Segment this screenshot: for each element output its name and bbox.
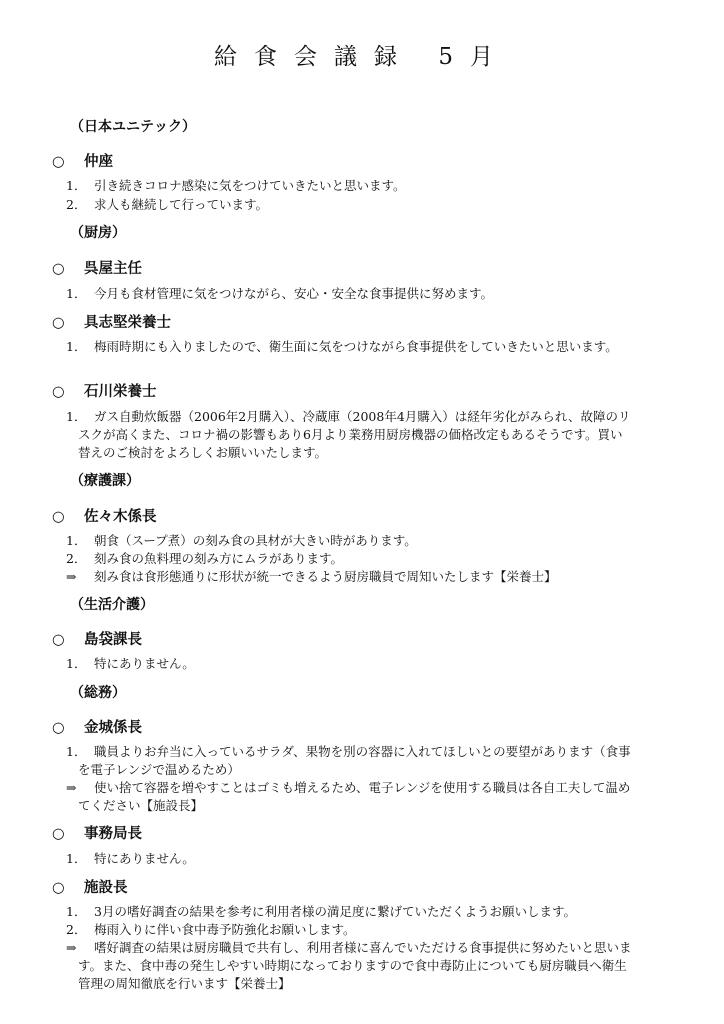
- list-item: 1． 今月も食材管理に気をつけながら、安心・安全な食事提供に努めます。: [66, 286, 494, 301]
- circle-icon: ○: [52, 315, 65, 331]
- circle-icon: ○: [52, 880, 65, 896]
- person-heading: ○ 金城係長: [52, 719, 142, 736]
- dept-heading: （日本ユニテック）: [70, 119, 196, 135]
- person-heading: ○ 仲座: [52, 153, 113, 170]
- circle-icon: ○: [52, 826, 65, 842]
- circle-icon: ○: [52, 154, 65, 170]
- list-item: ⇒ 嗜好調査の結果は厨房職員で共有し、利用者様に喜んでいただける食事提供に努めたいと思いま す。また、食中毒の発生しやすい時期になっておりますので食中毒防止についても厨房職員へ衛生 管理の周知徹底を行います【栄養士】: [66, 940, 632, 991]
- list-item: 1． 職員よりお弁当に入っているサラダ、果物を別の容器に入れてほしいとの要望があります（食事 を電子レンジで温めるため）: [66, 744, 631, 777]
- person-heading: ○ 佐々木係長: [52, 508, 157, 525]
- list-item: 2． 求人も継続して行っています。: [66, 197, 269, 212]
- person-heading: ○ 島袋課長: [52, 631, 142, 648]
- circle-icon: ○: [52, 632, 65, 648]
- circle-icon: ○: [52, 720, 65, 736]
- list-item: 1． 3月の嗜好調査の結果を参考に利用者様の満足度に繋げていただくようお願いします。: [66, 904, 576, 919]
- list-item: 2． 梅雨入りに伴い食中毒予防強化お願いします。: [66, 922, 356, 937]
- person-heading: ○ 具志堅栄養士: [52, 314, 171, 331]
- person-heading: ○ 石川栄養士: [52, 383, 157, 400]
- person-heading: ○ 事務局長: [52, 825, 142, 842]
- dept-heading: （厨房）: [70, 225, 126, 241]
- circle-icon: ○: [52, 384, 65, 400]
- person-heading: ○ 施設長: [52, 879, 128, 896]
- circle-icon: ○: [52, 261, 65, 277]
- list-item: 1． 朝食（スープ煮）の刻み食の具材が大きい時があります。: [66, 533, 417, 548]
- list-item: 2． 刻み食の魚料理の刻み方にムラがあります。: [66, 551, 344, 566]
- page-title: 給食会議録 5月: [214, 44, 510, 70]
- list-item: 1． ガス自動炊飯器（2006年2月購入）、冷蔵庫（2008年4月購入）は経年劣化がみられ、故障のリ スクが高くまた、コロナ禍の影響もあり6月より業務用厨房機器の価格改定もあるそうです。買い 替えのご検討をよろしくお願いいたします。: [66, 409, 631, 460]
- dept-heading: （総務）: [70, 685, 126, 701]
- dept-heading: （療護課）: [70, 473, 140, 489]
- list-item: 1． 特にありません。: [66, 851, 195, 866]
- list-item: 1． 特にありません。: [66, 656, 195, 671]
- list-item: 1． 梅雨時期にも入りましたので、衛生面に気をつけながら食事提供をしていきたいと思います。: [66, 339, 618, 354]
- list-item: 1． 引き続きコロナ感染に気をつけていきたいと思います。: [66, 178, 406, 193]
- person-heading: ○ 呉屋主任: [52, 260, 142, 277]
- list-item: ⇒ 刻み食は食形態通りに形状が統一できるよう厨房職員で周知いたします【栄養士】: [66, 569, 557, 584]
- list-item: ⇒ 使い捨て容器を増やすことはゴミも増えるため、電子レンジを使用する職員は各自工夫して温め てください【施設長】: [66, 780, 631, 813]
- dept-heading: （生活介護）: [70, 597, 154, 613]
- circle-icon: ○: [52, 509, 65, 525]
